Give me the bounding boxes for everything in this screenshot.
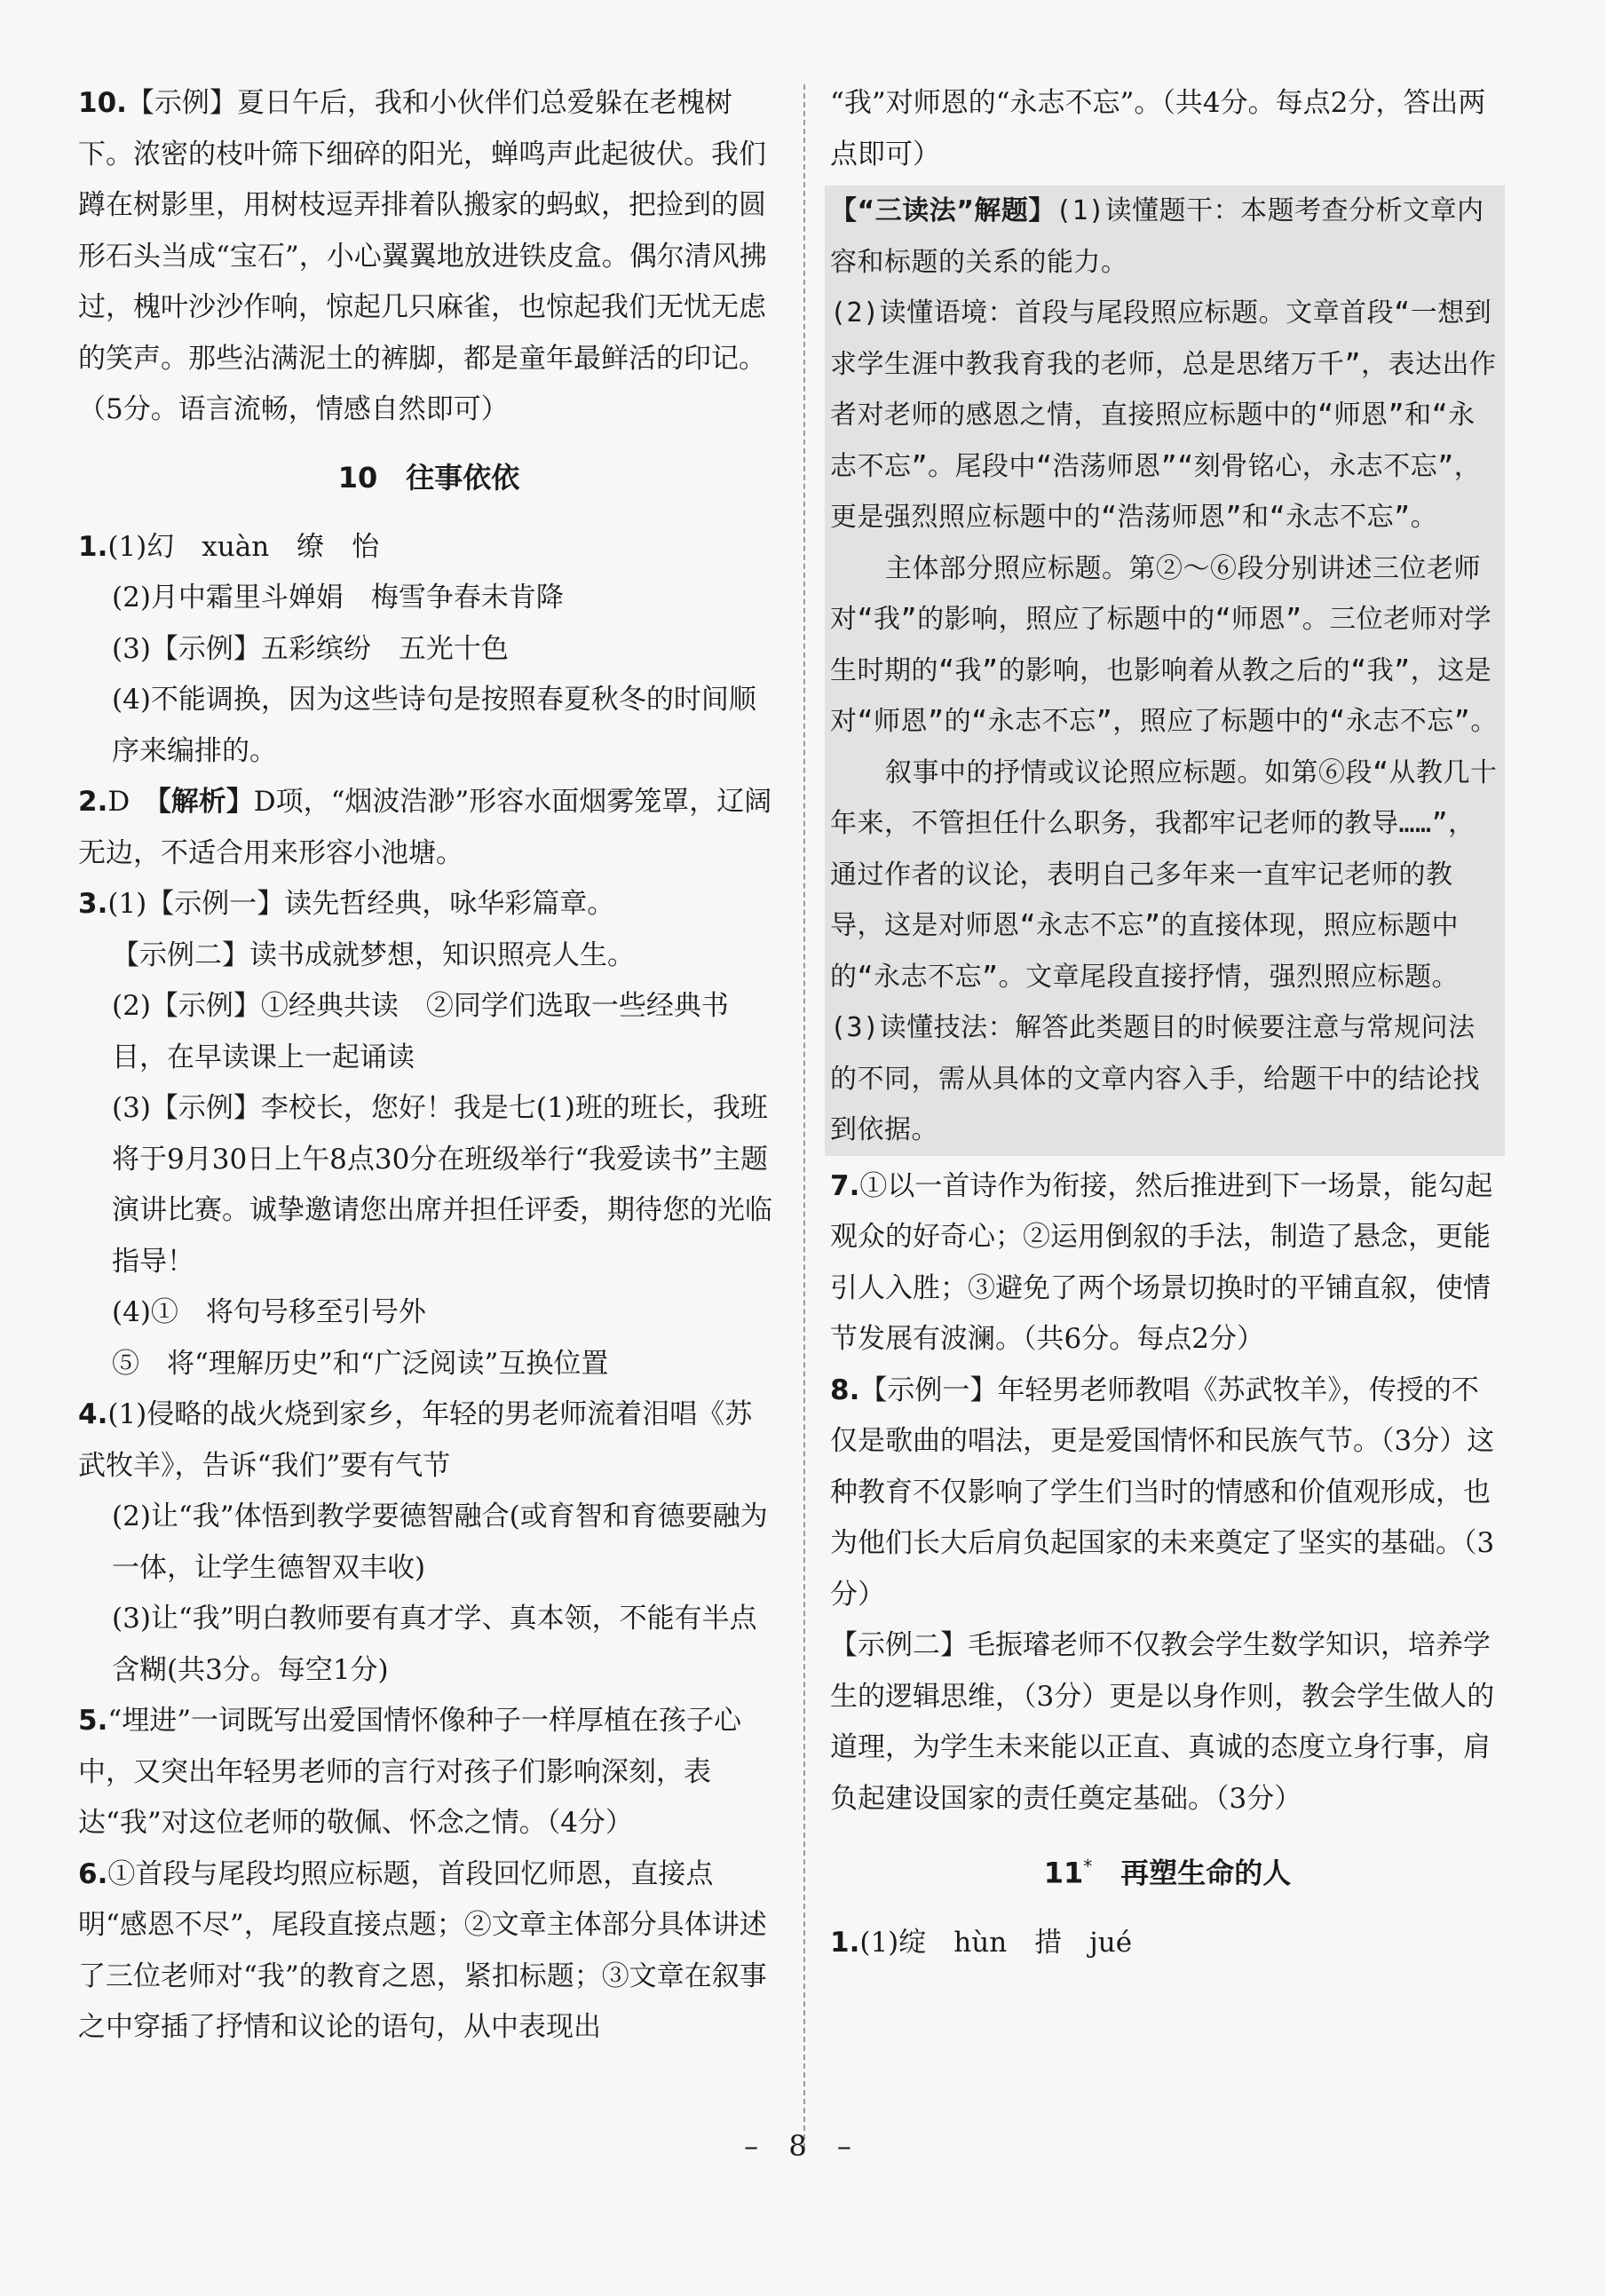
- question-number: 10.: [78, 87, 127, 119]
- method-paragraph: 叙事中的抒情或议论照应标题。如第⑥段“从教几十年来，不管担任什么职务，我都牢记老师的教导……”，通过作者的议论，表明自己多年来一直牢记老师的教导，这是对师恩“永志不忘”的直接体现，照应标题中的“永志不忘”。文章尾段直接抒情，强烈照应标题。: [830, 756, 1498, 993]
- question-8: [830, 1366, 1505, 1825]
- three-reading-method-box: [825, 186, 1505, 1156]
- answer-text: 【示例一】年轻男老师教唱《苏武牧羊》，传授的不仅是歌曲的唱法，更是爱国情怀和民族气节。（3分）这种教育不仅影响了学生们当时的情感和价值观形成，也为他们长大后肩负起国家的未来奠定了坚实的基础。（3分）: [830, 1374, 1495, 1611]
- method-paragraph: (2)读懂语境：首段与尾段照应标题。文章首段“一想到求学生涯中教我育我的老师，总是思绪万千”，表达出作者对老师的感恩之情，直接照应标题中的“师恩”和“永志不忘”。尾段中“浩荡师恩”“刻骨铭心，永志不忘”，更是强烈照应标题中的“浩荡师恩”和“永志不忘”。: [830, 297, 1497, 533]
- section-title-10: 10 往事依依: [337, 460, 520, 495]
- page-number: – 8 –: [744, 2129, 862, 2163]
- right-column: [830, 78, 1505, 1968]
- answer-text: 【示例】夏日午后，我和小伙伴们总爱躲在老槐树下。浓密的枝叶筛下细碎的阳光，蝉鸣声此起彼伏。我们蹲在树影里，用树枝逗弄排着队搬家的蚂蚁，把捡到的圆形石头当成“宝石”，小心翼翼地放进铁皮盒。偶尔清风拂过，槐叶沙沙作响，惊起几只麻雀，也惊起我们无忧无虑的笑声。那些沾满泥土的裤脚，都是童年最鲜活的印记。（5分。语言流畅，情感自然即可）: [78, 87, 767, 425]
- answer-line: (2)让“我”体悟到教学要德智融合(或育智和育德要融为一体，让学生德智双丰收): [112, 1500, 768, 1584]
- answer-line: (3)让“我”明白教师要有真才学、真本领，不能有半点含糊(共3分。每空1分): [112, 1603, 757, 1686]
- question-number: 8.: [830, 1374, 860, 1406]
- answer-line: (1)【示例一】读先哲经典，咏华彩篇章。: [107, 888, 615, 920]
- method-tag: 【“三读法”解题】: [830, 195, 1056, 226]
- question-number: 3.: [78, 888, 108, 920]
- question-number: 4.: [78, 1398, 108, 1430]
- answer-text: 【示例二】毛振璿老师不仅教会学生数学知识，培养学生的逻辑思维，（3分）更是以身作则，教会学生做人的道理，为学生未来能以正直、真诚的态度立身行事，肩负起建设国家的责任奠定基础。（3分）: [830, 1629, 1495, 1815]
- question-number: 7.: [830, 1169, 860, 1202]
- question-7: [830, 1161, 1505, 1366]
- column-divider: [803, 84, 805, 2149]
- analysis-tag: 【解析】: [157, 786, 254, 818]
- method-paragraph: (3)读懂技法：解答此类题目的时候要注意与常规问法的不同，需从具体的文章内容入手，给题干中的结论找到依据。: [830, 1012, 1480, 1145]
- question-6: [78, 1849, 779, 2054]
- question-3: [78, 879, 779, 1389]
- question-number: 6.: [78, 1857, 108, 1890]
- question-number: 5.: [78, 1705, 108, 1737]
- answer-line: (4)不能调换，因为这些诗句是按照春夏秋冬的时间顺序来编排的。: [112, 684, 756, 767]
- section-title-11: [830, 1847, 1505, 1893]
- question-number: 1.: [78, 530, 108, 563]
- answer-text: (1)绽 hùn 措 jué: [859, 1926, 1133, 1959]
- section-number: 11: [1043, 1856, 1084, 1890]
- question-6-continued: “我”对师恩的“永志不忘”。（共4分。每点2分，答出两点即可）: [830, 87, 1486, 170]
- question-number: 2.: [78, 786, 108, 818]
- analysis-text: D项，“烟波浩渺”形容水面烟雾笼罩，辽阔无边，不适合用来形容小池塘。: [78, 786, 772, 869]
- question-2: [78, 777, 779, 879]
- answer-line: (2)【示例】①经典共读 ②同学们选取一些经典书目，在早读课上一起诵读: [112, 990, 729, 1073]
- section-name: 再塑生命的人: [1120, 1856, 1292, 1890]
- answer-text: ①首段与尾段均照应标题，首段回忆师恩，直接点明“感恩不尽”，尾段直接点题；②文章主体部分具体讲述了三位老师对“我”的教育之恩，紧扣标题；③文章在叙事之中穿插了抒情和议论的语句，从中表现出: [78, 1857, 767, 2043]
- method-paragraph: 主体部分照应标题。第②～⑥段分别讲述三位老师对“我”的影响，照应了标题中的“师恩”。三位老师对学生时期的“我”的影响，也影响着从教之后的“我”，这是对“师恩”的“永志不忘”，照应了标题中的“永志不忘”。: [830, 552, 1498, 737]
- answer-line: (1)幻 xuàn 缭 怡: [107, 530, 380, 563]
- answer-line: (4)① 将句号移至引号外: [112, 1296, 426, 1328]
- question-4: [78, 1389, 779, 1696]
- answer-text: “埋进”一词既写出爱国情怀像种子一样厚植在孩子心中，又突出年轻男老师的言行对孩子们影响深刻，表达“我”对这位老师的敬佩、怀念之情。（4分）: [78, 1705, 742, 1839]
- answer-line: (1)侵略的战火烧到家乡，年轻的男老师流着泪唱《苏武牧羊》，告诉“我们”要有气节: [78, 1398, 753, 1482]
- left-column: [78, 78, 779, 2054]
- choice-answer: D: [107, 786, 131, 818]
- optional-mark: *: [1083, 1856, 1093, 1877]
- question-1: [78, 522, 779, 778]
- answer-line: ⑤ 将“理解历史”和“广泛阅读”互换位置: [112, 1347, 609, 1380]
- answer-line: (3)【示例】李校长，您好！我是七(1)班的班长，我班将于9月30日上午8点30分在班级举行“我爱读书”主题演讲比赛。诚挚邀请您出席并担任评委，期待您的光临指导！: [112, 1092, 772, 1278]
- question-number: 1.: [830, 1926, 860, 1959]
- answer-line: (3)【示例】五彩缤纷 五光十色: [112, 632, 509, 665]
- method-paragraph: (1)读懂题干：本题考查分析文章内容和标题的关系的能力。: [830, 195, 1484, 278]
- answer-line: (2)月中霜里斗婵娟 梅雪争春未肯降: [112, 582, 564, 614]
- question-10: [78, 78, 779, 436]
- question-1-section-11: [830, 1918, 1505, 1969]
- answer-line: 【示例二】读书成就梦想，知识照亮人生。: [112, 938, 635, 971]
- question-5: [78, 1696, 779, 1849]
- answer-text: ①以一首诗作为衔接，然后推进到下一场景，能勾起观众的好奇心；②运用倒叙的手法，制造了悬念，更能引人入胜；③避免了两个场景切换时的平铺直叙，使情节发展有波澜。（共6分。每点2分）: [830, 1169, 1493, 1355]
